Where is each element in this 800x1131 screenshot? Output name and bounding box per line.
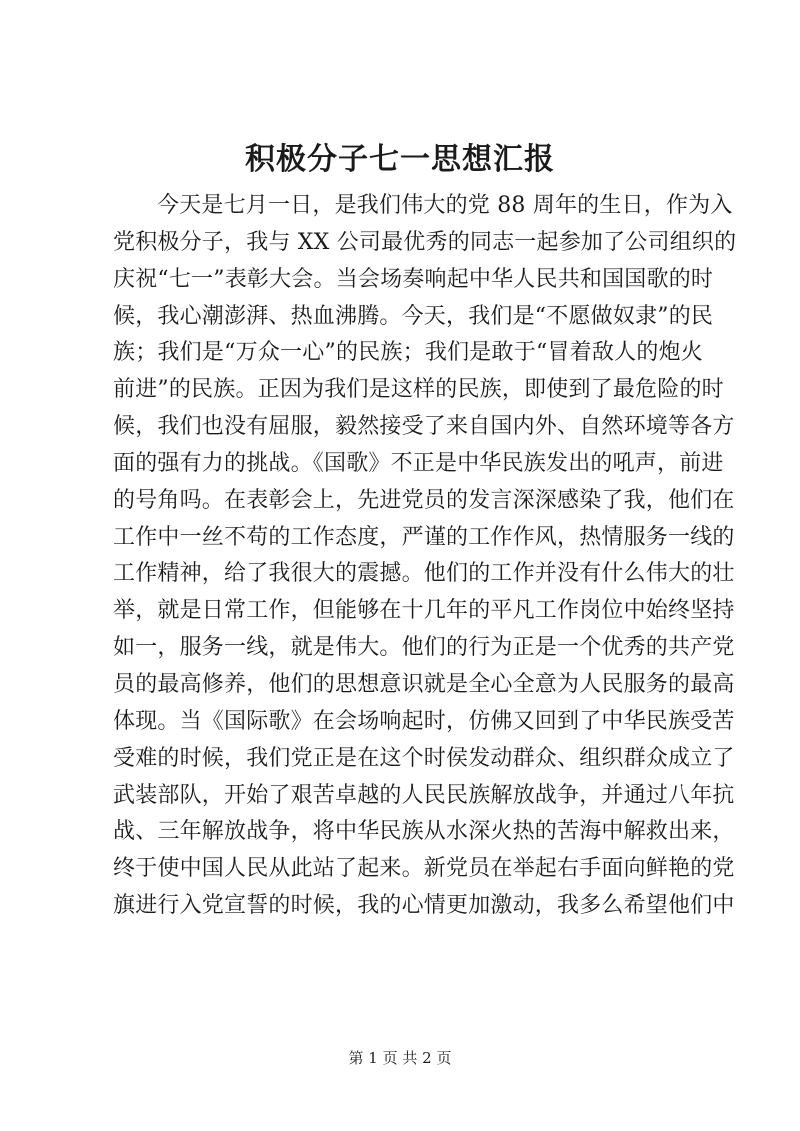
paragraph-line: 工作精神，给了我很大的震撼。他们的工作并没有什么伟大的壮 [113, 561, 735, 587]
paragraph-line: 庆祝“七一”表彰大会。当会场奏响起中华人民共和国国歌的时 [113, 266, 714, 292]
paragraph-line: 前进”的民族。正因为我们是这样的民族，即使到了最危险的时 [113, 377, 724, 403]
paragraph-line: 的号角吗。在表彰会上，先进党员的发言深深感染了我，他们在 [113, 487, 735, 513]
paragraph-line: 党积极分子，我与 XX 公司最优秀的同志一起参加了公司组织的 [113, 229, 737, 255]
paragraph-line: 员的最高修养，他们的思想意识就是全心全意为人民服务的最高 [113, 671, 735, 697]
paragraph-line: 今天是七月一日，是我们伟大的党 88 周年的生日，作为入 [157, 193, 733, 218]
paragraph-line: 工作中一丝不苟的工作态度，严谨的工作作风，热情服务一线的 [113, 524, 735, 550]
paragraph-line: 举，就是日常工作，但能够在十几年的平凡工作岗位中始终坚持 [113, 598, 735, 624]
paragraph-line: 候，我心潮澎湃、热血沸腾。今天，我们是“不愿做奴隶”的民 [113, 303, 714, 329]
paragraph-line: 候，我们也没有屈服，毅然接受了来自国内外、自然环境等各方 [113, 414, 735, 440]
paragraph-line: 旗进行入党宣誓的时候，我的心情更加激动，我多么希望他们中 [113, 893, 735, 919]
paragraph-line: 面的强有力的挑战。《国歌》不正是中华民族发出的吼声，前进 [113, 450, 724, 476]
page-footer: 第 1 页 共 2 页 [348, 1049, 452, 1067]
document-title: 积极分子七一思想汇报 [245, 142, 555, 177]
paragraph-line: 终于使中国人民从此站了起来。新党员在举起右手面向鲜艳的党 [113, 856, 735, 882]
paragraph-line: 如一，服务一线，就是伟大。他们的行为正是一个优秀的共产党 [113, 635, 735, 661]
body-paragraph [113, 188, 737, 925]
paragraph-line: 体现。当《国际歌》在会场响起时，仿佛又回到了中华民族受苦 [113, 708, 735, 734]
paragraph-line: 战、三年解放战争，将中华民族从水深火热的苦海中解救出来， [113, 819, 735, 845]
paragraph-line: 受难的时候，我们党正是在这个时侯发动群众、组织群众成立了 [113, 745, 735, 771]
paragraph-line: 族；我们是“万众一心”的民族；我们是敢于“冒着敌人的炮火 [113, 340, 703, 366]
paragraph-line: 武装部队，开始了艰苦卓越的人民民族解放战争，并通过八年抗 [113, 782, 735, 808]
